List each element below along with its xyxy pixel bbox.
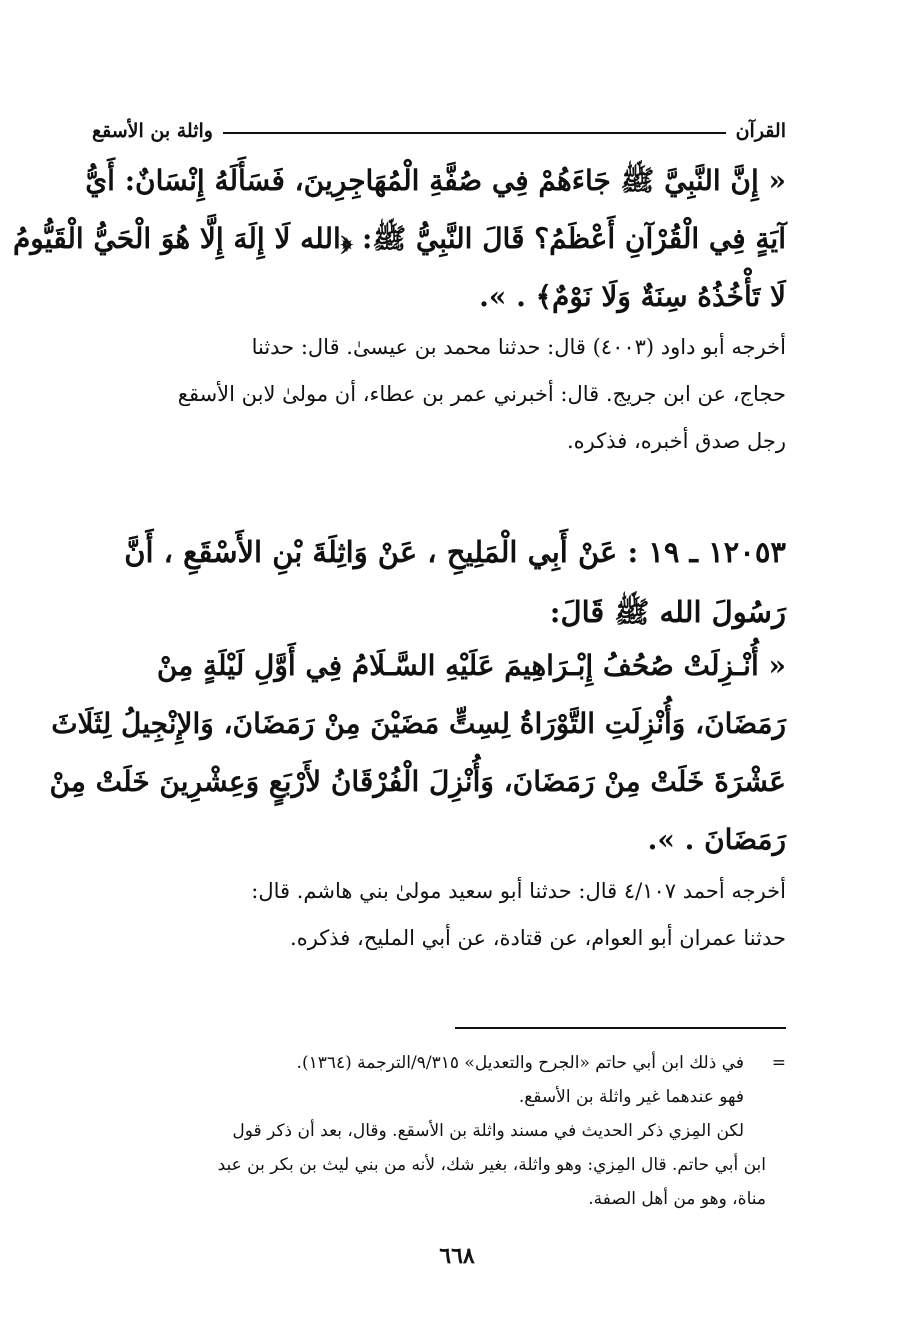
takhrij-1-line: رجل صدق أخبره، فذكره. (566, 429, 786, 453)
header-rule (223, 132, 726, 134)
page-number: ٦٦٨ (439, 1243, 475, 1269)
hadith-1-line: « إِنَّ النَّبِيَّ ﷺ جَاءَهُمْ فِي صُفَّةِ الْمُهَاجِرِينَ، فَسَأَلَهُ إِنْسَانٌ: أَيُّ (85, 164, 786, 197)
takhrij-1 (92, 324, 786, 465)
running-header (92, 108, 786, 142)
takhrij-2-line: حدثنا عمران أبو العوام، عن قتادة، عن أبي المليح، فذكره. (290, 926, 786, 950)
header-narrator-title: واثلة بن الأسقع (92, 120, 213, 142)
footnote-continuation-marker: = (771, 1053, 786, 1073)
hadith-2-title-line: رَسُولَ الله ﷺ قَالَ: (549, 595, 786, 629)
footnote-line: لكن المِزي ذكر الحديث في مسند واثلة بن الأسقع. وقال، بعد أن ذكر قول (232, 1121, 744, 1141)
footnote-line: في ذلك ابن أبي حاتم «الجرح والتعديل» ٩/٣١٥/الترجمة (١٣٦٤). (296, 1053, 744, 1073)
header-section-title: القرآن (735, 120, 786, 142)
takhrij-2-line: أخرجه أحمد ٤/١٠٧ قال: حدثنا أبو سعيد مولىٰ بني هاشم. قال: (251, 879, 786, 903)
hadith-2-line: « أُنْـزِلَتْ صُحُفُ إِبْـرَاهِيمَ عَلَيْهِ السَّـلَامُ فِي أَوَّلِ لَيْلَةٍ مِنْ (156, 649, 786, 682)
takhrij-2 (92, 868, 786, 962)
hadith-2-heading (92, 522, 786, 642)
takhrij-1-line: أخرجه أبو داود (٤٠٠٣) قال: حدثنا محمد بن عيسىٰ. قال: حدثنا (251, 335, 786, 359)
hadith-1-line: لَا تَأْخُذُهُ سِنَةٌ وَلَا نَوْمٌ﴾ . ». (479, 280, 786, 313)
takhrij-1-line: حجاج، عن ابن جريج. قال: أخبرني عمر بن عطاء، أن مولىٰ لابن الأسقع (177, 382, 786, 406)
footnote-line: مناة، وهو من أهل الصفة. (588, 1189, 766, 1209)
footnote-line: ابن أبي حاتم. قال المِزي: وهو واثلة، بغير شك، لأنه من بني ليث بن بكر بن عبد (217, 1155, 766, 1175)
hadith-1-text (12, 152, 786, 326)
hadith-2-text (49, 637, 786, 869)
hadith-1-line: آيَةٍ فِي الْقُرْآنِ أَعْظَمُ؟ قَالَ النَّبِيُّ ﷺ: ﴿الله لَا إِلَهَ إِلَّا هُوَ الْحَيُّ الْقَيُّومُ (12, 222, 786, 255)
footnote-separator (455, 1027, 786, 1029)
hadith-2-title-line: ١٢٠٥٣ ـ ١٩ : عَنْ أَبِي الْمَلِيحِ ، عَنْ وَاثِلَةَ بْنِ الأَسْقَعِ ، أَنَّ (124, 535, 786, 569)
footnotes (92, 1046, 786, 1216)
hadith-2-line: رَمَضَانَ، وَأُنْزِلَتِ التَّوْرَاةُ لِسِتٍّ مَضَيْنَ مِنْ رَمَضَانَ، وَالإِنْجِيلُ لِثَلَاثَ (51, 707, 786, 740)
hadith-2-line: عَشْرَةَ خَلَتْ مِنْ رَمَضَانَ، وَأُنْزِلَ الْفُرْقَانُ لأَرْبَعٍ وَعِشْرِينَ خَلَتْ مِنْ (49, 765, 786, 798)
footnote-line: فهو عندهما غير واثلة بن الأسقع. (518, 1087, 744, 1107)
hadith-2-line: رَمَضَانَ . ». (647, 823, 786, 856)
